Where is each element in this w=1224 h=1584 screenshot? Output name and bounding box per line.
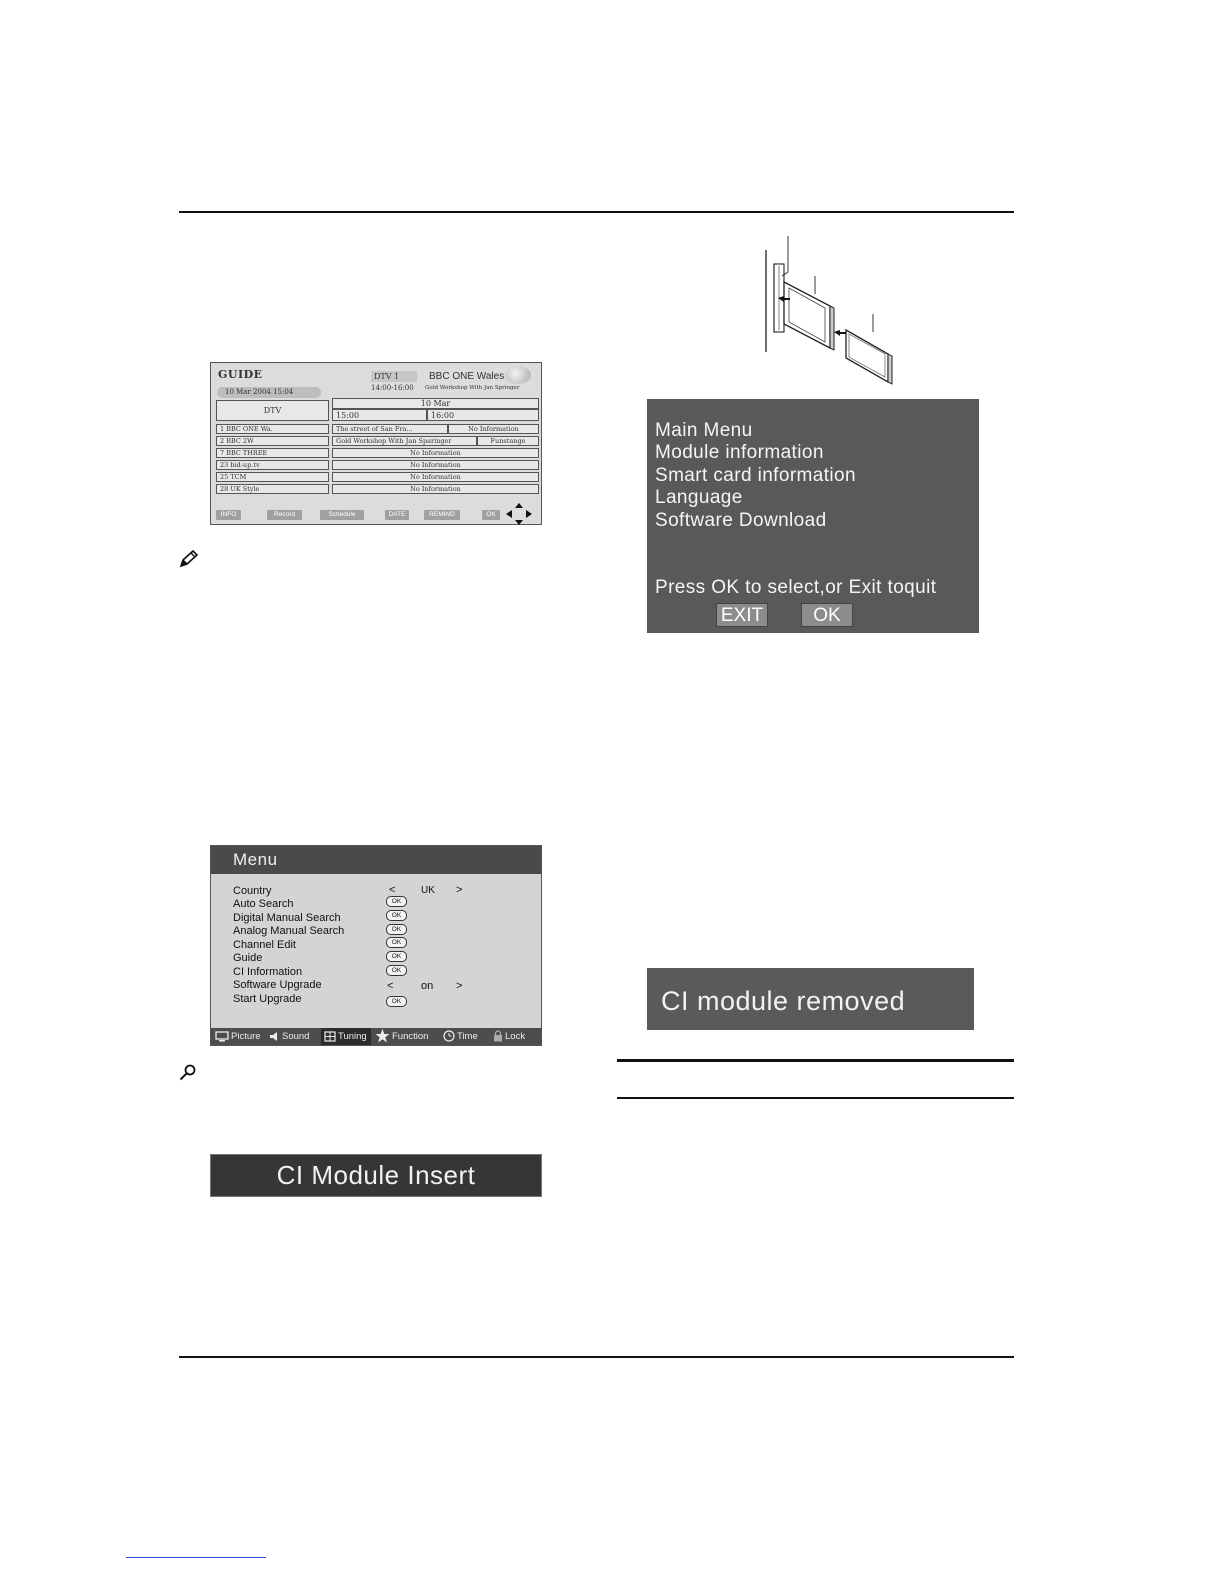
schedule-button[interactable]: Schedule — [320, 510, 364, 520]
epg-guide-screen — [210, 362, 542, 525]
menu-item-auto-search[interactable]: Auto Search — [233, 898, 294, 910]
auto-search-ok-button[interactable]: OK — [386, 896, 407, 907]
guide-time-range: 14:00-16:00 — [371, 384, 414, 392]
top-rule — [179, 211, 1014, 213]
cam-menu-item-software-download[interactable]: Software Download — [655, 510, 827, 531]
guide-channel-row[interactable]: 25 TCM — [216, 472, 329, 482]
guide-channel-row[interactable]: 2 BBC 2W — [216, 436, 329, 446]
ci-module-insert-banner: CI Module Insert — [210, 1154, 542, 1197]
record-button[interactable]: Record — [267, 510, 302, 520]
country-prev-arrow[interactable]: < — [389, 884, 396, 896]
software-upgrade-prev-arrow[interactable]: < — [387, 980, 394, 992]
country-value: UK — [421, 885, 435, 896]
ci-card-insertion-diagram — [760, 236, 900, 386]
tv-menu-screen — [210, 845, 542, 1046]
tv-icon — [215, 1031, 229, 1042]
tab-function[interactable] — [375, 1028, 428, 1045]
guide-program-cell[interactable]: No Information — [332, 472, 539, 482]
guide-channel-row[interactable]: 7 BBC THREE — [216, 448, 329, 458]
date-button[interactable]: DATE — [385, 510, 409, 520]
speaker-icon — [269, 1031, 280, 1042]
star-icon — [375, 1029, 390, 1043]
magnifier-icon — [178, 1063, 198, 1083]
menu-item-ci-information[interactable]: CI Information — [233, 966, 303, 978]
grid-icon — [324, 1031, 336, 1042]
tab-sound[interactable] — [269, 1028, 309, 1045]
ok-button[interactable]: OK — [482, 510, 500, 520]
exit-button[interactable]: EXIT — [716, 603, 768, 627]
menu-item-analog-manual-search[interactable]: Analog Manual Search — [233, 925, 345, 937]
cam-menu-item-language[interactable]: Language — [655, 487, 743, 508]
section-rule-thin — [617, 1097, 1014, 1099]
channel-edit-ok-button[interactable]: OK — [386, 937, 407, 948]
guide-channel-row[interactable]: 23 bid-up.tv — [216, 460, 329, 470]
tab-lock[interactable] — [493, 1028, 525, 1045]
software-upgrade-value: on — [421, 980, 434, 992]
navigation-arrows-icon — [506, 503, 532, 525]
menu-item-channel-edit[interactable]: Channel Edit — [233, 939, 296, 951]
guide-channel-name: BBC ONE Wales — [429, 371, 505, 382]
menu-item-digital-manual-search[interactable]: Digital Manual Search — [233, 912, 341, 924]
info-button[interactable]: INFO — [216, 510, 241, 520]
bottom-rule — [179, 1356, 1014, 1358]
tab-picture-label: Picture — [231, 1031, 261, 1042]
guide-day-label: 10 Mar — [332, 398, 539, 409]
guide-title: GUIDE — [218, 368, 263, 381]
menu-title: Menu — [211, 846, 541, 874]
ci-module-removed-banner: CI module removed — [647, 968, 974, 1030]
guide-channel-row[interactable]: 28 UK Style — [216, 484, 329, 494]
lock-icon — [493, 1030, 503, 1042]
cam-menu-item-main-menu[interactable]: Main Menu — [655, 420, 753, 441]
cam-menu-item-smart-card-information[interactable]: Smart card information — [655, 465, 856, 486]
tab-picture[interactable] — [215, 1028, 261, 1045]
tab-time-label: Time — [457, 1031, 478, 1042]
ci-information-ok-button[interactable]: OK — [386, 965, 407, 976]
tab-function-label: Function — [392, 1031, 429, 1042]
digital-manual-search-ok-button[interactable]: OK — [386, 910, 407, 921]
guide-program-cell[interactable]: No Information — [448, 424, 539, 434]
guide-ok-button[interactable]: OK — [386, 951, 407, 962]
tab-tuning[interactable] — [321, 1028, 371, 1045]
section-rule-thick — [617, 1059, 1014, 1062]
guide-program-now: Gold Workshop With Jan Springer — [425, 385, 520, 391]
guide-program-cell[interactable]: No Information — [332, 448, 539, 458]
menu-item-guide[interactable]: Guide — [233, 952, 263, 964]
menu-tab-bar — [211, 1028, 541, 1045]
remind-button[interactable]: REMIND — [424, 510, 460, 520]
clock-icon — [443, 1030, 455, 1042]
software-upgrade-next-arrow[interactable]: > — [456, 980, 463, 992]
tab-time[interactable] — [443, 1028, 478, 1045]
cam-menu-item-module-information[interactable]: Module information — [655, 442, 824, 463]
menu-item-software-upgrade[interactable]: Software Upgrade — [233, 979, 322, 991]
guide-datetime: 10 Mar 2004 15:04 — [217, 387, 321, 398]
guide-slot-1: 15:00 — [332, 409, 427, 421]
guide-program-cell[interactable]: No Information — [332, 460, 539, 470]
ok-button[interactable]: OK — [801, 603, 853, 627]
guide-program-cell[interactable]: The street of San Fra... — [332, 424, 448, 434]
tab-sound-label: Sound — [282, 1031, 310, 1042]
guide-slot-2: 16:00 — [427, 409, 539, 421]
ci-main-menu-screen — [647, 399, 979, 633]
guide-source-label: DTV — [216, 400, 329, 421]
guide-program-cell[interactable]: No Information — [332, 484, 539, 494]
globe-icon — [505, 366, 531, 384]
menu-item-start-upgrade[interactable]: Start Upgrade — [233, 993, 302, 1005]
pencil-note-icon — [178, 549, 200, 569]
country-next-arrow[interactable]: > — [456, 884, 463, 896]
guide-program-cell[interactable]: Funstange — [477, 436, 539, 446]
tab-tuning-label: Tuning — [338, 1031, 367, 1042]
footer-link-underline[interactable] — [126, 1557, 266, 1558]
guide-dtv-tag: DTV 1 — [371, 371, 417, 382]
cam-menu-prompt: Press OK to select,or Exit toquit — [655, 577, 937, 598]
analog-manual-search-ok-button[interactable]: OK — [386, 924, 407, 935]
start-upgrade-ok-button[interactable]: OK — [386, 996, 407, 1007]
tab-lock-label: Lock — [505, 1031, 526, 1042]
guide-channel-row[interactable]: 1 BBC ONE Wa. — [216, 424, 329, 434]
guide-program-cell[interactable]: Gold Workshop With Jan Sparinger — [332, 436, 477, 446]
menu-item-country[interactable]: Country — [233, 885, 272, 897]
